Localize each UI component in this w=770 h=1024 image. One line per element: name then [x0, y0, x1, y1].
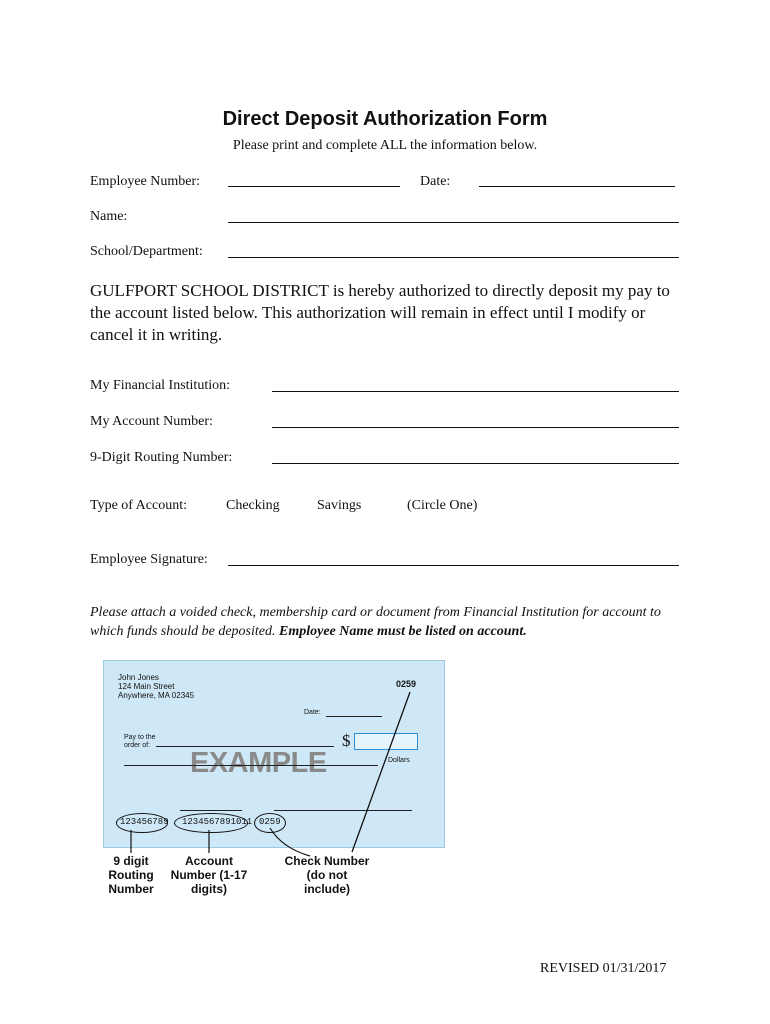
checking-option[interactable]: Checking [226, 498, 280, 513]
school-department-label: School/Department: [90, 244, 203, 259]
form-title: Direct Deposit Authorization Form [222, 108, 548, 130]
circle-one-instruction: (Circle One) [407, 498, 478, 513]
check-dollar-sign: $ [342, 731, 351, 750]
check-owner-name: John Jones [118, 673, 159, 682]
revised-date: REVISED 01/31/2017 [540, 961, 667, 976]
check-city: Anywhere, MA 02345 [118, 691, 195, 700]
check-dollars-label: Dollars [388, 757, 410, 764]
account-type-label: Type of Account: [90, 498, 187, 513]
savings-option[interactable]: Savings [317, 498, 362, 513]
account-number-label: My Account Number: [90, 414, 213, 429]
signature-label: Employee Signature: [90, 552, 208, 567]
check-account-number: 1234567891011 [182, 817, 253, 827]
form-subtitle: Please print and complete ALL the information below. [232, 138, 538, 153]
check-street: 124 Main Street [118, 682, 175, 691]
account-caption: Account Number (1-17 digits) [170, 854, 248, 896]
authorization-text: GULFPORT SCHOOL DISTRICT is hereby authorized to directly deposit my pay to the account listed below. This authorization will remain in effect until I modify or cancel it in writing. [90, 281, 670, 344]
check-date-label: Date: [304, 709, 321, 716]
check-micr-check-number: 0259 [259, 817, 281, 827]
check-example-watermark: EXAMPLE [190, 747, 327, 779]
check-routing-number: 123456789 [120, 817, 169, 827]
employee-number-label: Employee Number: [90, 174, 201, 189]
attachment-note-emphasis: Employee Name must be listed on account. [279, 624, 527, 639]
name-label: Name: [90, 209, 128, 224]
check-pay-to-label: Pay to the order of: [124, 734, 156, 749]
date-label: Date: [420, 174, 451, 189]
check-number-caption: Check Number (do not include) [284, 854, 370, 896]
check-number: 0259 [396, 679, 417, 689]
routing-caption: 9 digit Routing Number [108, 854, 154, 896]
routing-number-label: 9-Digit Routing Number: [90, 450, 233, 465]
financial-institution-label: My Financial Institution: [90, 378, 230, 393]
attachment-note-text: Please attach a voided check, membership card or document from Financial Institution for account to which funds should be deposited. [90, 605, 661, 639]
